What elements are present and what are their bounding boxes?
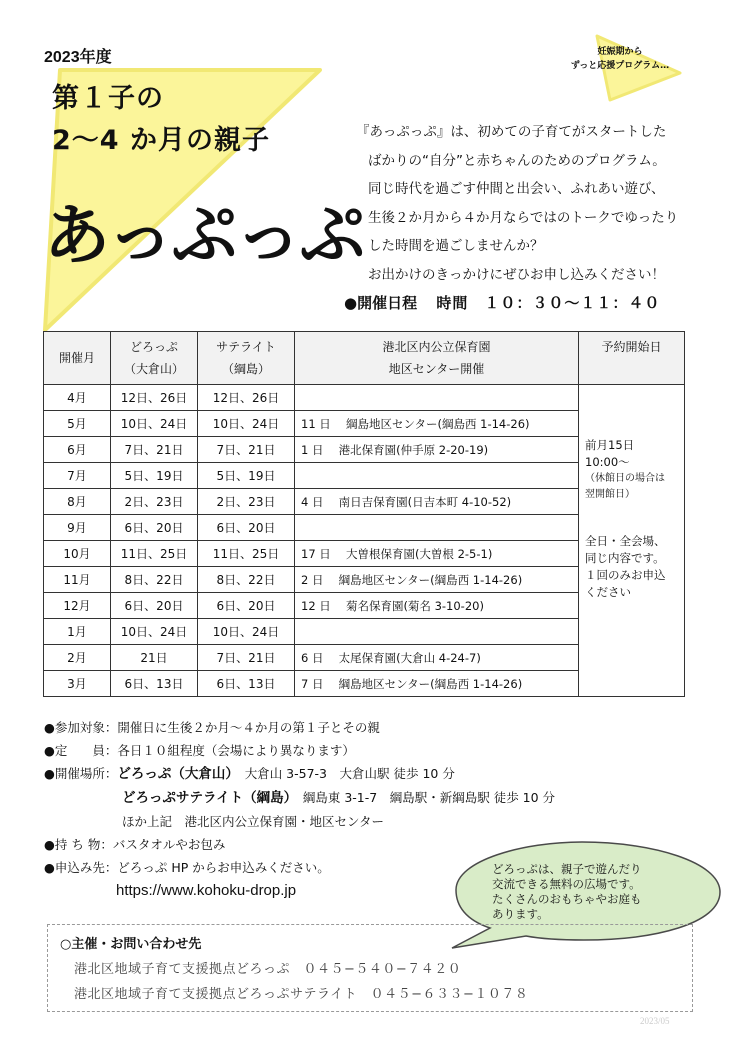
cell-satellite: 12日、26日 <box>198 385 295 411</box>
cell-drop: 6日、20日 <box>111 515 198 541</box>
cell-satellite: 6日、20日 <box>198 515 295 541</box>
cell-month: 10月 <box>44 541 111 567</box>
subtitle-line1: 第１子の <box>52 83 164 114</box>
schedule-table <box>43 331 685 697</box>
table-row <box>44 385 685 411</box>
cell-drop: 8日、22日 <box>111 567 198 593</box>
info-bring: ●持 ち 物：バスタオルやお包み <box>44 837 226 852</box>
badge-line1: 妊娠期から <box>597 47 643 57</box>
cell-month: 12月 <box>44 593 111 619</box>
reserve-note: 前月15日 10:00〜 （休館日の場合は 翌開館日） 全日・全会場、 同じ内容です。 １回のみお申込 ください <box>579 385 685 697</box>
cell-location <box>295 619 579 645</box>
cell-satellite: 11日、25日 <box>198 541 295 567</box>
cell-month: 4月 <box>44 385 111 411</box>
cell-location <box>295 515 579 541</box>
intro-line: お出かけのきっかけにぜひお申し込みください！ <box>368 266 665 283</box>
intro-line: 同じ時代を過ごす仲間と出会い、ふれあい遊び、 <box>368 181 665 197</box>
cell-satellite: 2日、23日 <box>198 489 295 515</box>
cell-month: 6月 <box>44 437 111 463</box>
cell-drop: 21日 <box>111 645 198 671</box>
website-link[interactable]: https://www.kohoku-drop.jp <box>116 882 297 899</box>
bubble-text: どろっぷは、親子で遊んだり 交流できる無料の広場です。 たくさんのおもちゃやお庭も あります。 <box>492 862 642 921</box>
cell-satellite: 6日、20日 <box>198 593 295 619</box>
place1-name: どろっぷ（大倉山） <box>117 766 233 782</box>
info-place3: ほか上記 港北区内公立保育園・地区センター <box>122 814 385 829</box>
place2-address: 綱島東 3-1-7 綱島駅・新綱島駅 徒歩 10 分 <box>302 790 556 805</box>
header-month: 開催月 <box>44 332 111 385</box>
cell-location: 6 日 太尾保育園(大倉山 4-24-7) <box>295 645 579 671</box>
cell-month: 7月 <box>44 463 111 489</box>
header-reserve: 予約開始日 <box>579 332 685 385</box>
cell-month: 9月 <box>44 515 111 541</box>
cell-location: 17 日 大曽根保育園(大曽根 2-5-1) <box>295 541 579 567</box>
schedule-label: ●開催日程 <box>344 294 418 312</box>
cell-drop: 7日、21日 <box>111 437 198 463</box>
contact-satellite: 港北区地域子育て支援拠点どろっぷサテライト ０４５−６３３−１０７８ <box>74 987 529 1002</box>
place2-name: どろっぷサテライト（綱島） <box>122 790 291 806</box>
contact-title: ○主催・お問い合わせ先 <box>60 937 202 952</box>
badge-line2: ずっと応援プログラム… <box>570 61 670 71</box>
cell-drop: 6日、20日 <box>111 593 198 619</box>
cell-location: 7 日 綱島地区センター(綱島西 1-14-26) <box>295 671 579 697</box>
cell-drop: 2日、23日 <box>111 489 198 515</box>
cell-month: 1月 <box>44 619 111 645</box>
contact-drop: 港北区地域子育て支援拠点どろっぷ ０４５−５４０−７４２０ <box>74 962 462 977</box>
footer-code: 2023/05 <box>640 1016 670 1026</box>
cell-drop: 6日、13日 <box>111 671 198 697</box>
intro-line: 生後２か月から４か月ならではのトークでゆったり <box>368 209 679 226</box>
cell-location <box>295 385 579 411</box>
cell-satellite: 7日、21日 <box>198 437 295 463</box>
cell-month: 8月 <box>44 489 111 515</box>
cell-drop: 10日、24日 <box>111 411 198 437</box>
corner-badge <box>560 45 680 73</box>
cell-month: 5月 <box>44 411 111 437</box>
place1-address: 大倉山 3-57-3 大倉山駅 徒歩 10 分 <box>244 766 455 781</box>
info-apply: ●申込み先：どろっぷ HP からお申込みください。 <box>44 860 330 875</box>
cell-satellite: 10日、24日 <box>198 619 295 645</box>
cell-location <box>295 463 579 489</box>
subtitle-line2: 2〜4 か月の親子 <box>52 125 270 156</box>
table-header-row <box>44 332 685 385</box>
cell-month: 11月 <box>44 567 111 593</box>
cell-location: 11 日 綱島地区センター(綱島西 1-14-26) <box>295 411 579 437</box>
header-hoikuen: 港北区内公立保育園 地区センター開催 <box>295 332 579 385</box>
cell-month: 2月 <box>44 645 111 671</box>
header-satellite: サテライト （綱島） <box>198 332 295 385</box>
info-capacity: ●定 員：各日１０組程度（会場により異なります） <box>44 743 355 758</box>
cell-drop: 5日、19日 <box>111 463 198 489</box>
info-target: ●参加対象：開催日に生後２か月〜４か月の第１子とその親 <box>44 720 380 735</box>
cell-satellite: 5日、19日 <box>198 463 295 489</box>
cell-location: 4 日 南日吉保育園(日吉本町 4-10-52) <box>295 489 579 515</box>
cell-month: 3月 <box>44 671 111 697</box>
cell-drop: 11日、25日 <box>111 541 198 567</box>
header-drop: どろっぷ （大倉山） <box>111 332 198 385</box>
year-label: 2023年度 <box>44 49 112 66</box>
info-place: ●開催場所：どろっぷ（大倉山） 大倉山 3-57-3 大倉山駅 徒歩 10 分 <box>44 766 455 782</box>
cell-location: 12 日 菊名保育園(菊名 3-10-20) <box>295 593 579 619</box>
cell-drop: 10日、24日 <box>111 619 198 645</box>
info-place2 <box>44 786 555 810</box>
intro-text <box>356 118 706 289</box>
cell-location: 1 日 港北保育園(仲手原 2-20-19) <box>295 437 579 463</box>
cell-drop: 12日、26日 <box>111 385 198 411</box>
cell-location: 2 日 綱島地区センター(綱島西 1-14-26) <box>295 567 579 593</box>
cell-satellite: 8日、22日 <box>198 567 295 593</box>
schedule-heading <box>344 292 660 313</box>
intro-line: ばかりの“自分”と赤ちゃんのためのプログラム。 <box>368 152 666 169</box>
cell-satellite: 6日、13日 <box>198 671 295 697</box>
schedule-time: 時間 １０：３０〜１１：４０ <box>436 294 661 312</box>
cell-satellite: 10日、24日 <box>198 411 295 437</box>
intro-line: 『あっぷっぷ』は、初めての子育てがスタートした <box>356 124 667 140</box>
program-title: あっぷっぷ <box>44 197 364 274</box>
intro-line: した時間を過ごしませんか？ <box>368 238 544 254</box>
cell-satellite: 7日、21日 <box>198 645 295 671</box>
